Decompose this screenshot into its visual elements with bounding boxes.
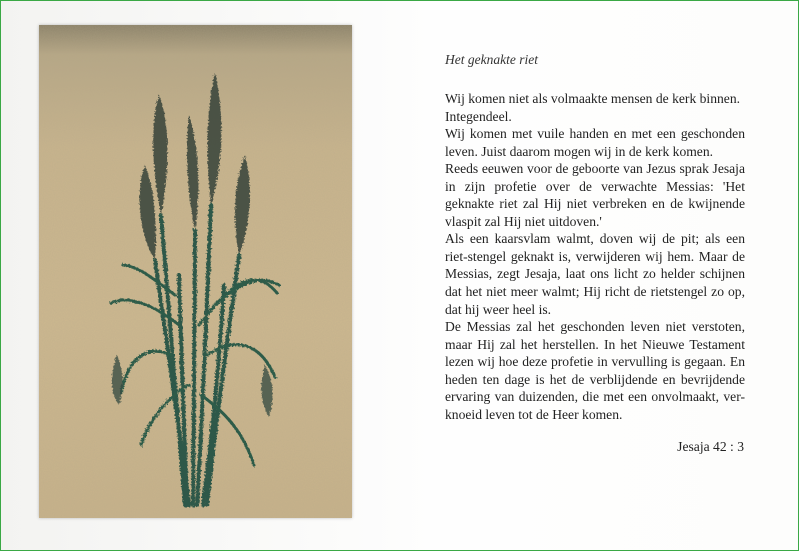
paragraph: Wij komen met vuile handen en met een geschonden leven. Juist daarom mogen wij in de kerk komen.: [445, 126, 745, 159]
text-column: [445, 52, 745, 423]
paragraph: Integendeel.: [445, 108, 512, 124]
paragraph: Wij komen niet als volmaakte mensen de kerk binnen.: [445, 91, 741, 106]
paragraph: Als een kaarsvlam walmt, doven wij de pit; als een riet-stengel geknakt is, verwijderen wij hem. Maar de Messias, zegt Jesaja, laat ons licht zo helder schijnen dat het niet meer walmt; Hij richt de rietstengel zo op, dat hij weer heel is.: [445, 231, 745, 317]
bible-reference: Jesaja 42 : 3: [677, 439, 744, 454]
page-title: Het geknakte riet: [445, 52, 538, 67]
body-text: [445, 90, 745, 423]
tapestry-image: [39, 25, 352, 518]
paragraph: Reeds eeuwen voor de geboorte van Jezus sprak Jesaja in zijn profetie over de verwachte Messias: 'Het geknakte riet zal Hij niet verbreken en de kwijnende vlaspit zal Hij niet uitdoven.': [445, 161, 745, 229]
paragraph: De Messias zal het geschonden leven niet verstoten, maar Hij zal het herstellen. In het Nieuwe Testament lezen wij hoe deze profetie in vervulling is gegaan. En heden ten dage is het de verblijdende en bevrijdende ervaring van duizenden, die met een onvolmaakt, ver-knoeid leven tot de Heer komen.: [445, 319, 745, 422]
reed-tapestry-illustration: [39, 25, 352, 518]
